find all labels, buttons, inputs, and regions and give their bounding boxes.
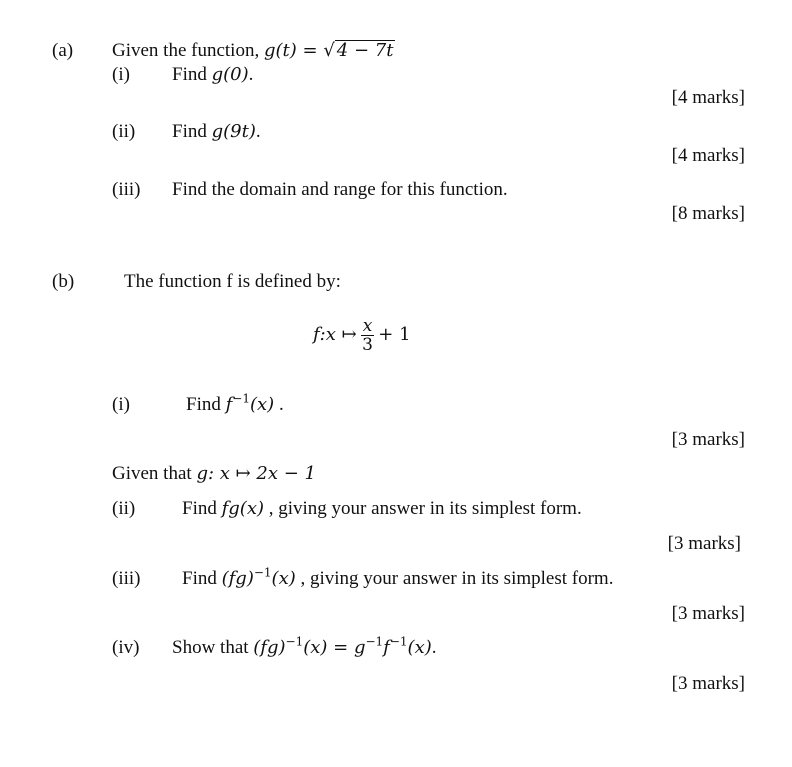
part-a-ii-question: [172, 121, 261, 143]
part-b-iii-after: , giving your answer in its simplest form.: [295, 568, 614, 589]
part-b-i-text: Find: [186, 394, 226, 415]
part-a-i-after: .: [248, 64, 254, 85]
sqrt-symbol: √: [323, 40, 335, 61]
part-a-iii-text: Find the domain and range for this function.: [172, 179, 508, 200]
part-b-iv-m2: (x) = g: [303, 637, 366, 658]
given-text: Given that: [112, 463, 197, 484]
def-fraction: [361, 317, 375, 354]
def-numerator: x: [362, 315, 373, 336]
part-b-intro: The function f is defined by:: [124, 271, 341, 292]
part-b-iii-num: (iii): [112, 568, 141, 589]
part-b-label: (b): [52, 271, 75, 292]
part-b-iv-m1: (fg): [253, 637, 286, 658]
part-a-i-marks: [4 marks]: [671, 87, 745, 108]
part-b-i-math: f: [225, 394, 233, 415]
part-b-iv-m3: f: [383, 637, 390, 658]
part-b-ii-question: [182, 498, 582, 520]
radicand: 4 − 7t: [336, 40, 394, 61]
part-b-iv-num: (iv): [112, 637, 140, 658]
part-a-ii-text: Find: [172, 121, 212, 142]
part-a-iii-marks: [8 marks]: [671, 203, 745, 224]
part-b-iv-s1: −1: [285, 634, 304, 649]
part-b-ii-after: , giving your answer in its simplest form.: [264, 498, 582, 519]
part-b-iii-arg: (x): [271, 568, 296, 589]
given-math: g: x ↦ 2x − 1: [196, 463, 317, 484]
part-b-iii-sup: −1: [253, 565, 272, 580]
part-a-iii-num: (iii): [112, 179, 141, 200]
part-b-ii-math: fg(x): [221, 498, 264, 519]
part-b-iii-text: Find: [182, 568, 222, 589]
part-b-iv-after: .: [431, 637, 437, 658]
part-b-ii-num: (ii): [112, 498, 136, 519]
part-a-intro-text: Given the function,: [112, 40, 264, 61]
part-b-iv-question: [172, 634, 437, 659]
part-b-iv-s3: −1: [389, 634, 408, 649]
part-b-ii-marks: [3 marks]: [667, 533, 741, 554]
function-g-name: g(t): [263, 40, 297, 61]
part-a-ii-num: (ii): [112, 121, 136, 142]
part-a-intro: [112, 40, 395, 62]
part-a-label: (a): [52, 40, 74, 61]
def-rhs: + 1: [378, 324, 411, 345]
part-b-i-sup: −1: [232, 391, 250, 406]
part-b-i-after: .: [274, 394, 284, 415]
part-b-i-arg: (x): [249, 394, 275, 415]
part-a-ii-marks: [4 marks]: [671, 145, 745, 166]
part-b-ii-text: Find: [182, 498, 222, 519]
part-a-ii-math: g(9t): [211, 121, 256, 142]
part-b-iii-marks: [3 marks]: [671, 603, 745, 624]
part-a-i-question: [172, 64, 253, 86]
function-f-definition: [313, 312, 411, 358]
part-b-i-marks: [3 marks]: [671, 429, 745, 450]
part-b-iii-math: (fg): [221, 568, 254, 589]
part-a-i-math: g(0): [211, 64, 249, 85]
part-b-iv-m4: (x): [407, 637, 432, 658]
def-lhs: f:x ↦: [313, 324, 357, 345]
part-b-i-question: [186, 391, 284, 416]
part-a-i-num: (i): [112, 64, 130, 85]
part-b-iii-question: [182, 565, 614, 590]
def-denominator: 3: [362, 334, 373, 355]
part-b-iv-s2: −1: [365, 634, 384, 649]
part-a-ii-after: .: [255, 121, 261, 142]
given-g: [112, 463, 316, 485]
part-b-i-num: (i): [112, 394, 130, 415]
equals-sign: =: [296, 40, 324, 61]
part-a-i-text: Find: [172, 64, 212, 85]
part-b-iv-marks: [3 marks]: [671, 673, 745, 694]
part-b-iv-text: Show that: [172, 637, 254, 658]
